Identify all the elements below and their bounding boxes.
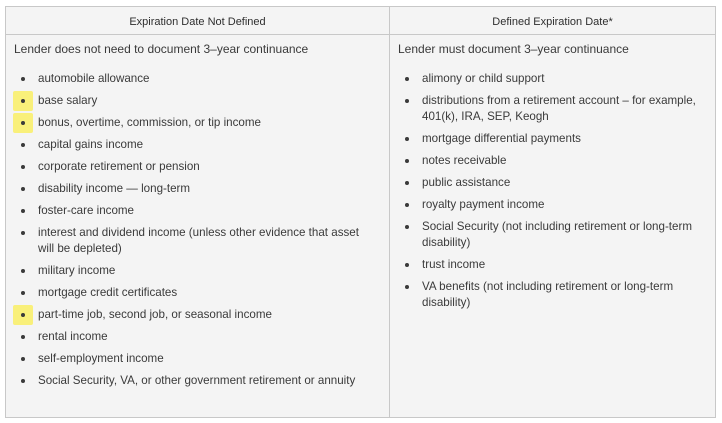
bullet-icon xyxy=(397,217,417,237)
list-item-text: alimony or child support xyxy=(422,72,545,85)
column-expiration-not-defined xyxy=(6,7,390,417)
list-item xyxy=(6,203,390,219)
list-item xyxy=(390,93,718,125)
bullet-icon xyxy=(397,195,417,215)
list-item-text: self-employment income xyxy=(38,352,164,365)
list-item-text: automobile allowance xyxy=(38,72,150,85)
list-item xyxy=(390,219,718,251)
list-item-text: royalty payment income xyxy=(422,198,545,211)
income-list-right xyxy=(390,71,718,317)
list-item xyxy=(6,351,390,367)
list-item xyxy=(6,329,390,345)
list-item xyxy=(390,279,718,311)
list-item-text: Social Security (not including retirement or long-term disability) xyxy=(422,220,692,249)
list-item-text: disability income — long-term xyxy=(38,182,191,195)
list-item xyxy=(6,225,390,257)
highlighted-bullet-icon xyxy=(13,91,33,111)
income-list-left xyxy=(6,71,390,395)
list-item-text: military income xyxy=(38,264,116,277)
bullet-icon xyxy=(13,69,33,89)
bullet-icon xyxy=(13,327,33,347)
column-intro-left: Lender does not need to document 3–year continuance xyxy=(14,42,309,56)
list-item-text: capital gains income xyxy=(38,138,144,151)
bullet-icon xyxy=(397,255,417,275)
list-item xyxy=(6,93,390,109)
bullet-icon xyxy=(397,129,417,149)
list-item xyxy=(6,373,390,389)
list-item-text: interest and dividend income (unless other evidence that asset will be depleted) xyxy=(38,226,359,255)
list-item-text: Social Security, VA, or other government retirement or annuity xyxy=(38,374,356,387)
list-item xyxy=(390,257,718,273)
list-item xyxy=(6,307,390,323)
bullet-icon xyxy=(13,201,33,221)
highlighted-bullet-icon xyxy=(13,113,33,133)
list-item xyxy=(390,71,718,87)
list-item-text: base salary xyxy=(38,94,98,107)
bullet-icon xyxy=(13,371,33,391)
list-item xyxy=(6,137,390,153)
bullet-icon xyxy=(397,277,417,297)
bullet-icon xyxy=(397,69,417,89)
list-item-text: distributions from a retirement account – for example, 401(k), IRA, SEP, Keogh xyxy=(422,94,696,123)
column-header-right: Defined Expiration Date* xyxy=(390,7,715,35)
bullet-icon xyxy=(397,173,417,193)
list-item xyxy=(390,197,718,213)
bullet-icon xyxy=(13,135,33,155)
list-item-text: corporate retirement or pension xyxy=(38,160,200,173)
list-item xyxy=(6,181,390,197)
list-item xyxy=(6,71,390,87)
list-item-text: notes receivable xyxy=(422,154,507,167)
highlighted-bullet-icon xyxy=(13,305,33,325)
bullet-icon xyxy=(13,157,33,177)
list-item-text: bonus, overtime, commission, or tip income xyxy=(38,116,261,129)
list-item-text: trust income xyxy=(422,258,486,271)
list-item xyxy=(390,153,718,169)
list-item xyxy=(6,285,390,301)
bullet-icon xyxy=(13,349,33,369)
bullet-icon xyxy=(13,283,33,303)
list-item-text: rental income xyxy=(38,330,108,343)
bullet-icon xyxy=(397,151,417,171)
bullet-icon xyxy=(397,91,417,111)
column-header-left: Expiration Date Not Defined xyxy=(6,7,389,35)
list-item-text: foster-care income xyxy=(38,204,135,217)
bullet-icon xyxy=(13,223,33,243)
list-item xyxy=(6,115,390,131)
column-intro-right: Lender must document 3–year continuance xyxy=(398,42,629,56)
list-item-text: mortgage differential payments xyxy=(422,132,581,145)
list-item-text: part-time job, second job, or seasonal income xyxy=(38,308,272,321)
income-table xyxy=(5,6,716,418)
bullet-icon xyxy=(13,179,33,199)
list-item xyxy=(390,175,718,191)
list-item-text: public assistance xyxy=(422,176,511,189)
list-item-text: VA benefits (not including retirement or long-term disability) xyxy=(422,280,674,309)
bullet-icon xyxy=(13,261,33,281)
list-item-text: mortgage credit certificates xyxy=(38,286,178,299)
list-item xyxy=(6,159,390,175)
column-defined-expiration xyxy=(390,7,715,417)
list-item xyxy=(390,131,718,147)
list-item xyxy=(6,263,390,279)
